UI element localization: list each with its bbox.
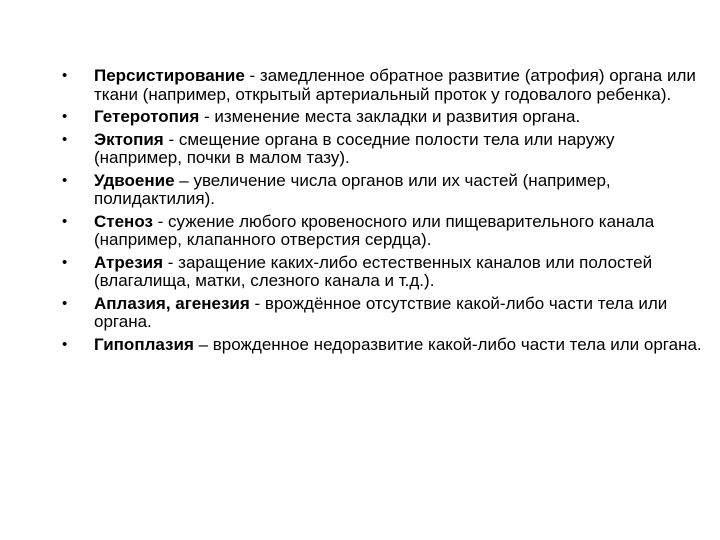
definition-text: - смещение органа в соседние полости тела или наружу (например, почки в малом тазу). (94, 129, 615, 167)
list-item-atresia (62, 254, 702, 291)
definition-list (62, 67, 702, 358)
list-item-heterotopia (62, 108, 702, 127)
term-label: Аплазия, агенезия (94, 293, 250, 313)
bullet-icon: • (62, 108, 68, 125)
bullet-icon: • (62, 171, 68, 189)
bullet-icon: • (62, 130, 68, 148)
term-label: Удвоение (94, 170, 175, 190)
term-label: Персистирование (94, 66, 245, 85)
bullet-icon: • (62, 335, 68, 353)
term-label: Атрезия (94, 252, 164, 272)
definition-text: - замедленное обратное развитие (атрофия) органа или ткани (например, открытый артериальный проток у годовалого ребенка). (94, 66, 696, 104)
bullet-icon: • (62, 67, 68, 84)
term-label: Стеноз (94, 211, 153, 231)
definition-text: - изменение места закладки и развития органа. (199, 107, 581, 126)
bullet-icon: • (62, 253, 68, 271)
bullet-icon: • (62, 212, 68, 230)
list-item-ectopia (62, 131, 702, 168)
term-label: Гипоплазия (94, 334, 194, 354)
list-item-hypoplasia (62, 336, 702, 355)
term-label: Эктопия (94, 129, 164, 149)
list-item-stenosis (62, 213, 702, 250)
definition-text: - заращение каких-либо естественных каналов или полостей (влагалища, матки, слезного канала и т.д.). (94, 252, 653, 290)
definition-text: - врождённое отсутствие какой-либо части тела или органа. (94, 293, 668, 331)
bullet-icon: • (62, 294, 68, 312)
list-item-persistence (62, 67, 702, 104)
definition-text: – врожденное недоразвитие какой-либо части тела или органа. (193, 334, 702, 354)
list-item-aplasia (62, 295, 702, 332)
definition-text: – увеличение числа органов или их частей (например, полидактилия). (94, 170, 611, 208)
definition-text: - сужение любого кровеносного или пищеварительного канала (например, клапанного отверстия сердца). (94, 211, 655, 249)
list-item-duplication (62, 172, 702, 209)
term-label: Гетеротопия (94, 107, 200, 126)
